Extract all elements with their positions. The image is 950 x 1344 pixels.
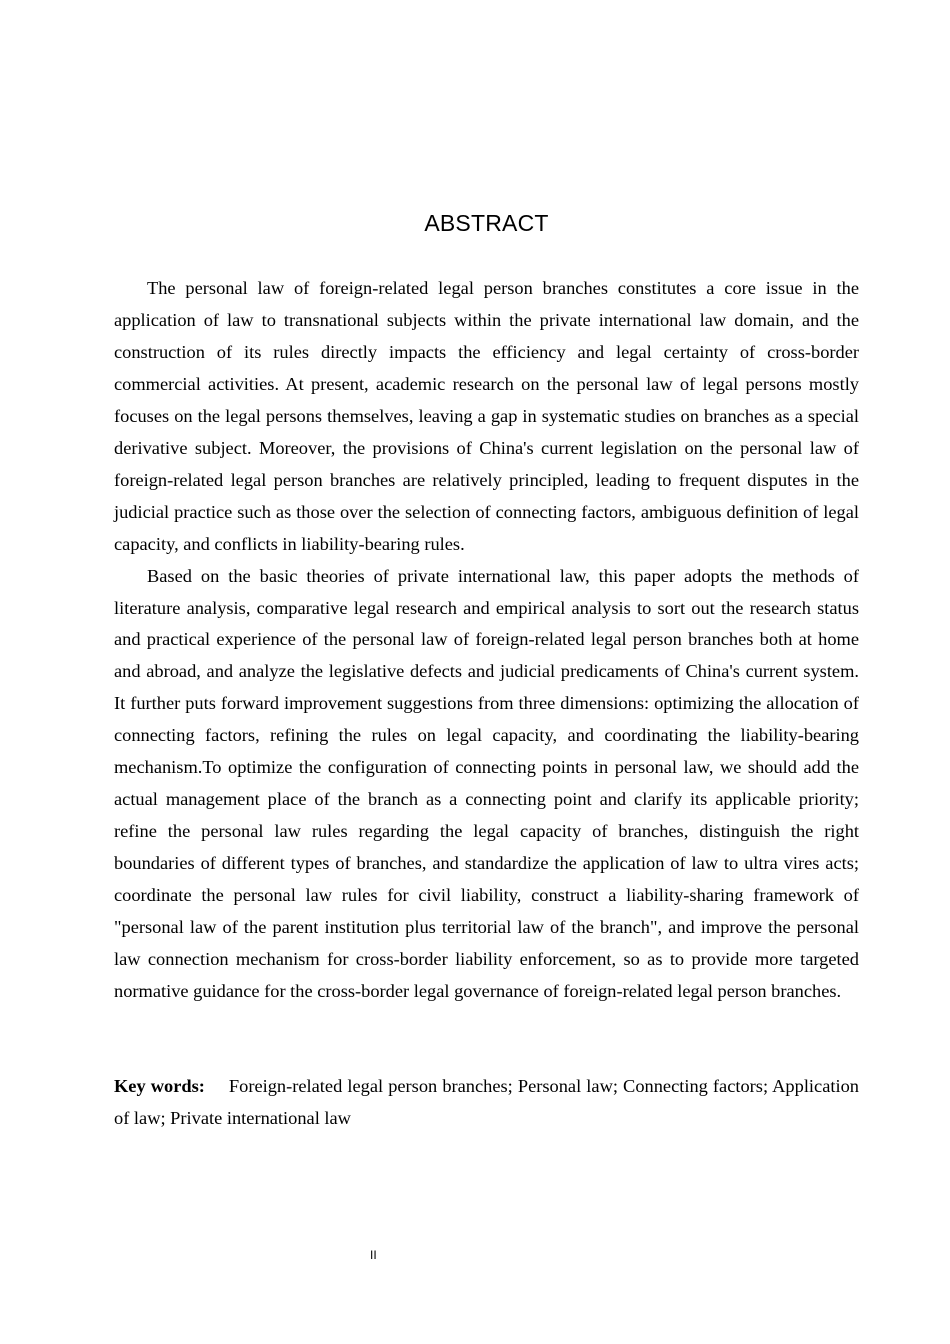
keywords-section bbox=[114, 1071, 859, 1135]
abstract-title: ABSTRACT bbox=[424, 210, 549, 236]
abstract-paragraph-1: The personal law of foreign-related legal person branches constitutes a core issue in the application of law to transnational subjects within the private international law domain, and the construction of its rules directly impacts the efficiency and legal certainty of cross-border commercial activities. At present, academic research on the personal law of legal persons mostly focuses on the legal persons themselves, leaving a gap in systematic studies on branches as a special derivative subject. Moreover, the provisions of China's current legislation on the personal law of foreign-related legal person branches are relatively principled, leading to frequent disputes in the judicial practice such as those over the selection of connecting factors, ambiguous definition of legal capacity, and conflicts in liability-bearing rules. bbox=[114, 278, 859, 554]
abstract-body bbox=[114, 273, 859, 1008]
page-number: II bbox=[370, 1248, 377, 1262]
keywords-text: Foreign-related legal person branches; Personal law; Connecting factors; Application of law; Private international law bbox=[114, 1076, 859, 1128]
keywords-label: Key words: bbox=[114, 1076, 205, 1096]
abstract-paragraph-2: Based on the basic theories of private international law, this paper adopts the methods of literature analysis, comparative legal research and empirical analysis to sort out the research status and practical experience of the personal law of foreign-related legal person branches both at home and abroad, and analyze the legislative defects and judicial predicaments of China's current system. It further puts forward improvement suggestions from three dimensions: optimizing the allocation of connecting factors, refining the rules on legal capacity, and coordinating the liability-bearing mechanism.To optimize the configuration of connecting points in personal law, we should add the actual management place of the branch as a connecting point and clarify its applicable priority; refine the personal law rules regarding the legal capacity of branches, distinguish the right boundaries of different types of branches, and standardize the application of law to ultra vires acts; coordinate the personal law rules for civil liability, construct a liability-sharing framework of "personal law of the parent institution plus territorial law of the branch", and improve the personal law connection mechanism for cross-border liability enforcement, so as to provide more targeted normative guidance for the cross-border legal governance of foreign-related legal person branches. bbox=[114, 565, 859, 1001]
